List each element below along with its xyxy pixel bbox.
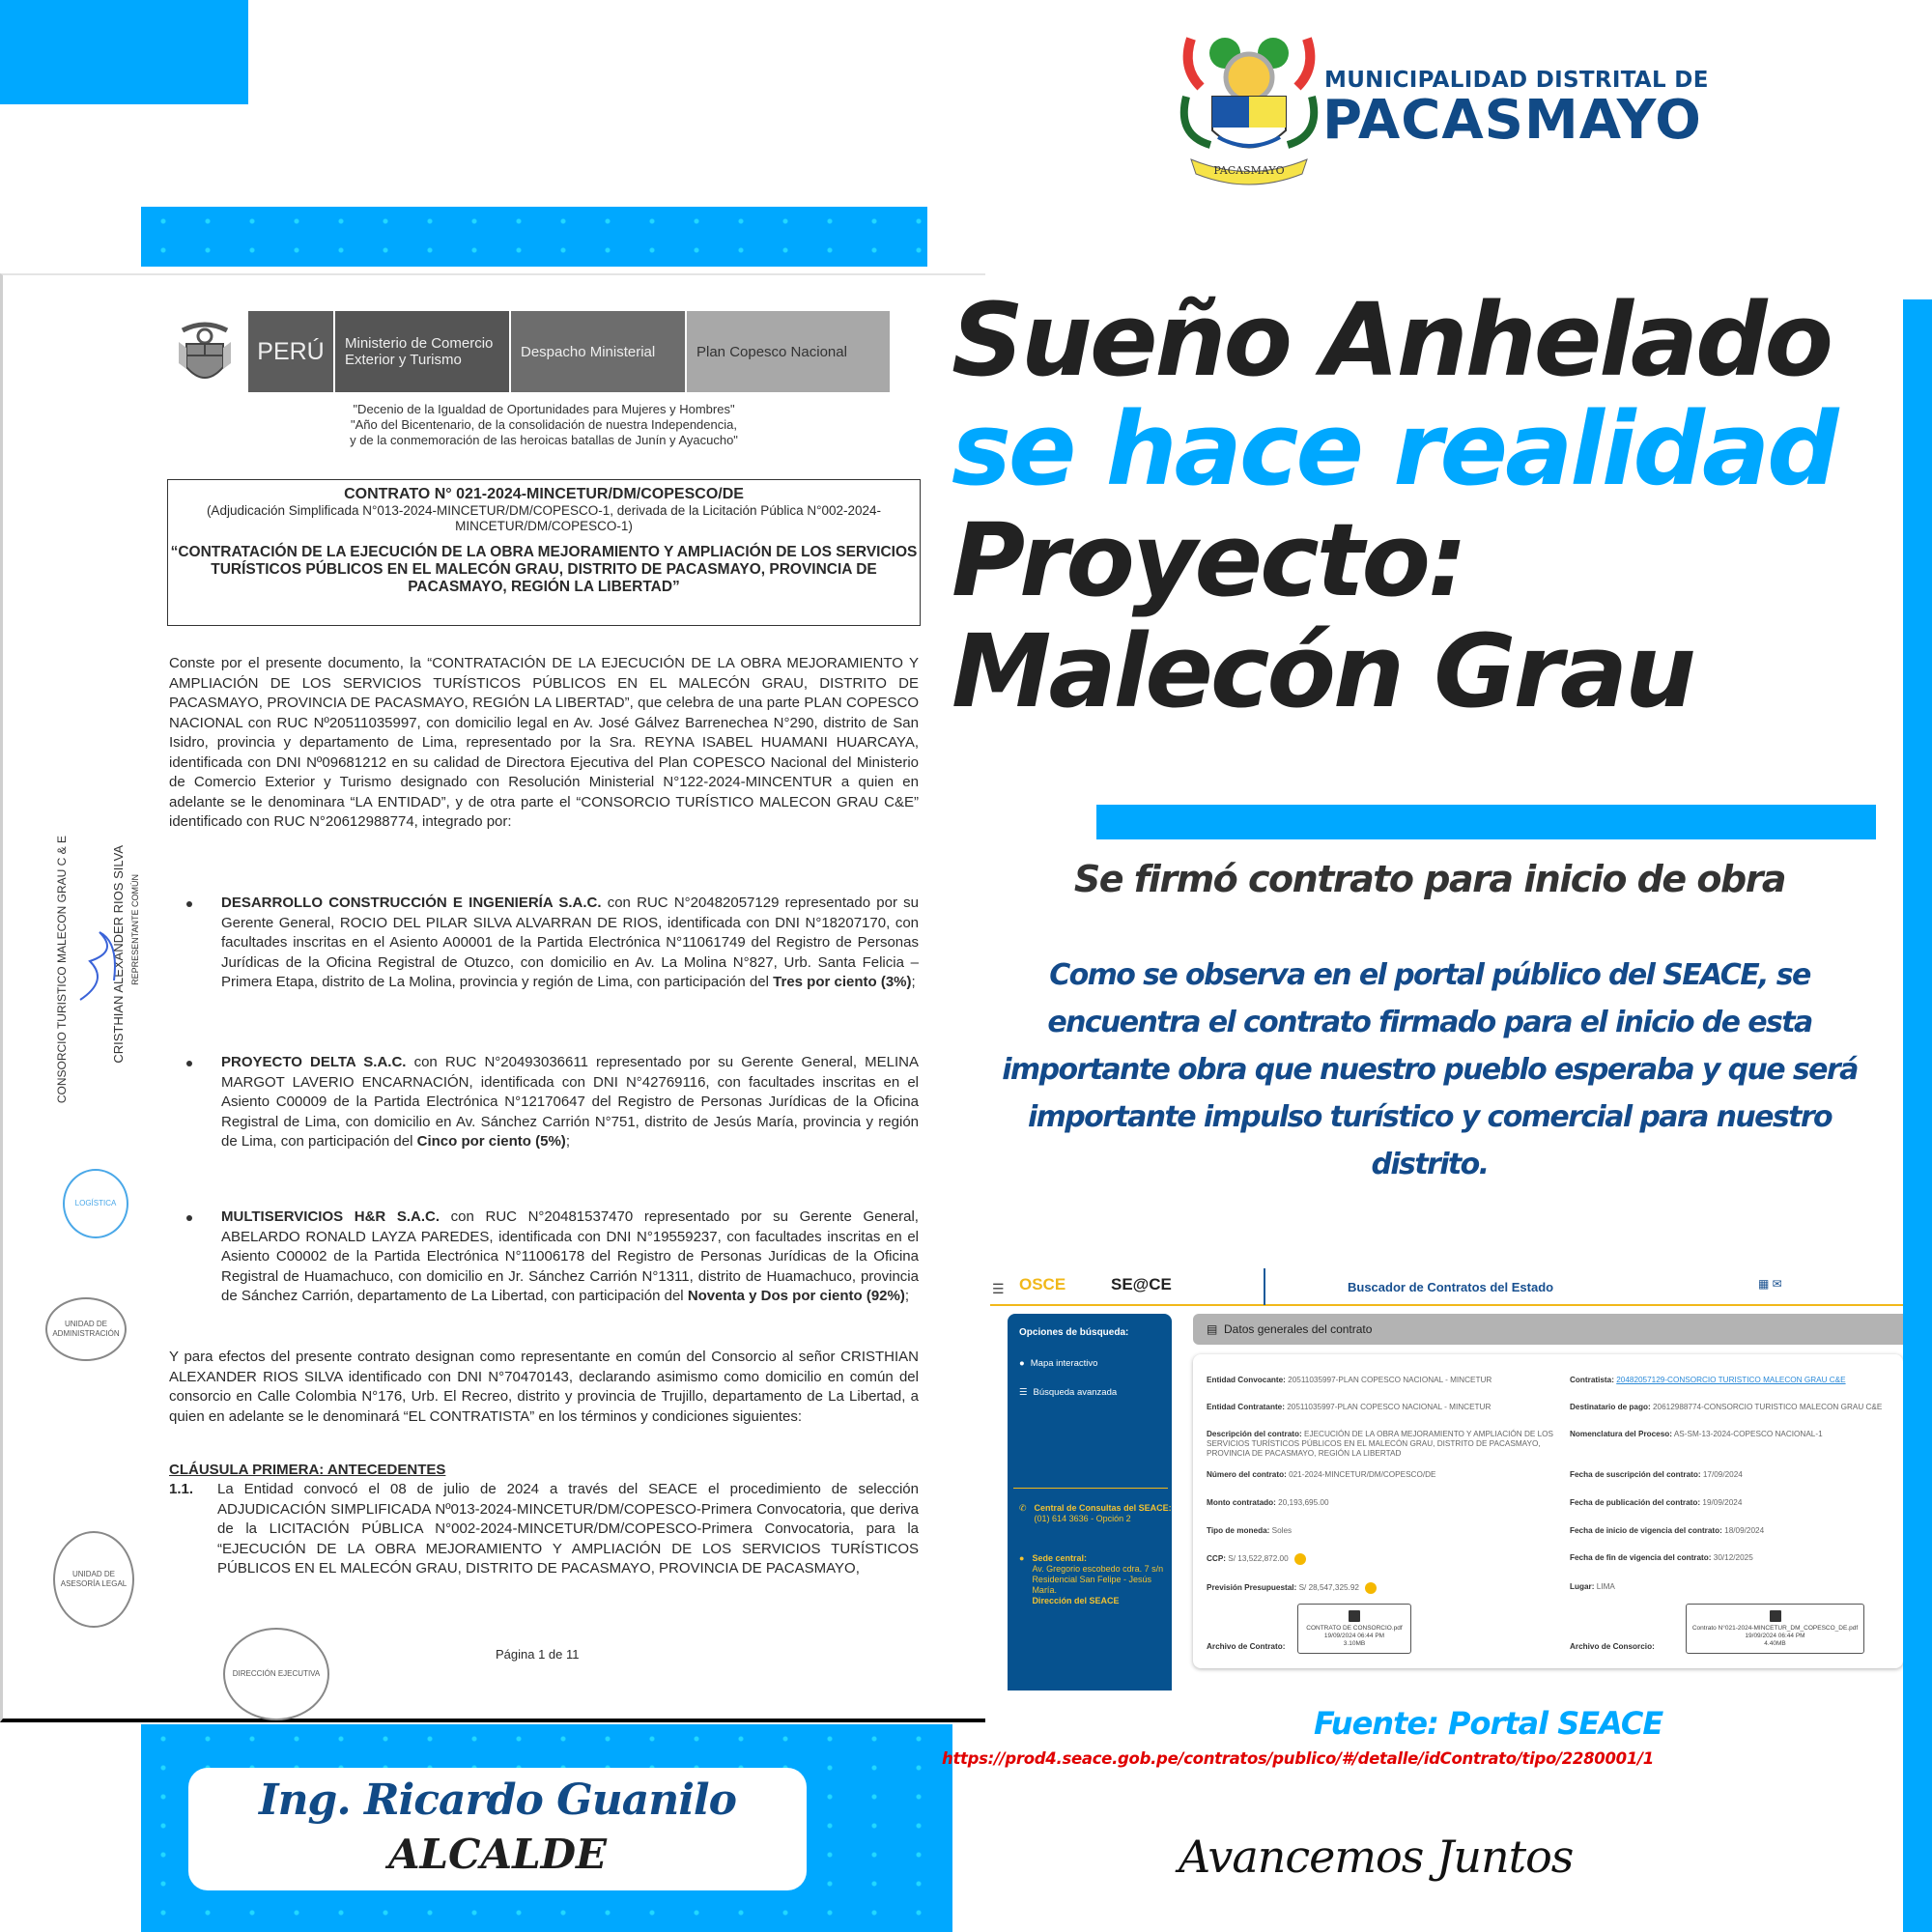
bullet-icon bbox=[186, 901, 192, 907]
contract-data-card bbox=[1193, 1354, 1903, 1668]
filter-list-icon: ☰ bbox=[1019, 1387, 1028, 1398]
seace-sidebar bbox=[1008, 1314, 1172, 1690]
sidebar-item-label: Mapa interactivo bbox=[1030, 1358, 1098, 1369]
clause-1-1 bbox=[169, 1480, 919, 1579]
contratista-link[interactable]: 20482057129-CONSORCIO TURISTICO MALECON GRAU C&E bbox=[1616, 1376, 1846, 1384]
field-fecha-fin: Fecha de fin de vigencia del contrato: 30/12/2025 bbox=[1570, 1553, 1753, 1562]
decorative-dotted-band bbox=[141, 207, 927, 267]
menu-icon[interactable]: ☰ bbox=[992, 1281, 1005, 1296]
file-date: 19/09/2024 06:44 PM bbox=[1745, 1633, 1805, 1639]
field-nomenclatura: Nomenclatura del Proceso: AS-SM-13-2024-COPESCO NACIONAL-1 bbox=[1570, 1430, 1823, 1438]
peru-coat-of-arms-icon bbox=[175, 311, 235, 392]
bullet-icon bbox=[186, 1061, 192, 1066]
seace-main bbox=[1193, 1314, 1903, 1681]
headline-line3: Proyecto: bbox=[952, 501, 1465, 619]
sidebar-heading: Opciones de búsqueda: bbox=[1019, 1327, 1129, 1338]
signature-name: CRISTHIAN ALEXANDER RIOS SILVA bbox=[111, 845, 126, 1064]
hq-address: Av. Gregorio escobedo cdra. 7 s/n Residencial San Felipe - Jesús María. bbox=[1032, 1564, 1164, 1595]
sidebar-item-label: Búsqueda avanzada bbox=[1033, 1387, 1118, 1398]
mayor-name: Ing. Ricardo Guanilo bbox=[258, 1776, 736, 1825]
member-name: MULTISERVICIOS H&R S.A.C. bbox=[221, 1208, 440, 1225]
field-entidad-contratante: Entidad Contratante: 20511035997-PLAN COPESCO NACIONAL - MINCETUR bbox=[1207, 1403, 1492, 1411]
source-url[interactable]: https://prod4.seace.gob.pe/contratos/publico/#/detalle/idContrato/tipo/2280001/1 bbox=[942, 1749, 1654, 1768]
consortium-member: MULTISERVICIOS H&R S.A.C. con RUC N°20481537470 representado por su Gerente General, ABELARDO RONALD LAYZA PAREDES, identificada con DNI N°19559237, con facultades inscritas en el Asiento C00002 de la Partida Electrónica N°11006178 del Registro de Personas Jurídicas de la Oficina Registral de Huamachuco, con domicilio en Jr. Sánchez Carrión N°1311, distrito de Huamachuco, provincia de Sánchez Carrión, departamento de La Libertad, con participación del Noventa y Dos por ciento (92%); bbox=[186, 1208, 919, 1307]
file-date: 19/09/2024 06:44 PM bbox=[1323, 1633, 1385, 1639]
consortium-member: DESARROLLO CONSTRUCCIÓN E INGENIERÍA S.A.C. con RUC N°20482057129 representado por su Gerente General, ROCIO DEL PILAR SILVA ALVARRAN DE RIOS, identificada con DNI N°18207170, con facultades inscritas en el Asiento A00001 de la Partida Electrónica N°11061749 del Registro de Personas Jurídicas de la Oficina Registral de Otuzco, con domicilio en Av. La Molina N°827, Urb. Santa Felicia – Primera Etapa, distrito de La Molina, provincia y región de Lima, con participación del Tres por ciento (3%); bbox=[186, 894, 919, 993]
contract-object: “CONTRATACIÓN DE LA EJECUCIÓN DE LA OBRA MEJORAMIENTO Y AMPLIACIÓN DE LOS SERVICIOS TURÍSTICOS PÚBLICOS EN EL MALECÓN GRAU, DISTRITO DE PACASMAYO, PROVINCIA DE PACASMAYO, REGIÓN LA LIBERTAD” bbox=[170, 544, 918, 595]
info-icon[interactable] bbox=[1294, 1553, 1306, 1565]
municipal-crest-icon bbox=[1172, 29, 1326, 188]
stamp-direccion-ejecutiva bbox=[223, 1628, 329, 1720]
subtitle: Se firmó contrato para inicio de obra bbox=[1073, 858, 1786, 900]
file-consorcio-button[interactable] bbox=[1686, 1604, 1864, 1654]
peru-label: PERÚ bbox=[248, 311, 333, 392]
file-contrato-button[interactable] bbox=[1297, 1604, 1411, 1654]
archivo-consorcio-label: Archivo de Consorcio: bbox=[1570, 1642, 1655, 1651]
member-share: Cinco por ciento (5%) bbox=[416, 1133, 566, 1150]
stamp-administracion bbox=[45, 1297, 127, 1361]
sidebar-item-mapa[interactable] bbox=[1019, 1358, 1097, 1369]
contract-header-box bbox=[167, 479, 921, 626]
quote-line: "Decenio de la Igualdad de Oportunidades para Mujeres y Hombres" bbox=[353, 402, 735, 416]
stamp-text: DIRECCIÓN EJECUTIVA bbox=[232, 1669, 321, 1678]
ministry-label: Ministerio de Comercio Exterior y Turismo bbox=[335, 311, 509, 392]
field-ccp: CCP: S/ 13,522,872.00 bbox=[1207, 1553, 1306, 1565]
card-icon: ▤ bbox=[1207, 1322, 1218, 1336]
seace-topbar bbox=[990, 1265, 1903, 1306]
contract-number: CONTRATO N° 021-2024-MINCETUR/DM/COPESCO/DE bbox=[344, 486, 744, 502]
apps-mail-icon[interactable]: ▦ ✉ bbox=[1758, 1277, 1782, 1291]
signature-consortium: CONSORCIO TURISTICO MALECON GRAU C & E bbox=[55, 836, 69, 1104]
field-descripcion: Descripción del contrato: EJECUCIÓN DE LA OBRA MEJORAMIENTO Y AMPLIACIÓN DE LOS SERVICIOS TURÍSTICOS PÚBLICOS EN EL MALECÓN GRAU, DISTRITO DE PACASMAYO, PROVINCIA DE PACASMAYO, REGIÓN LA LIBERTAD bbox=[1207, 1430, 1553, 1458]
info-icon[interactable] bbox=[1365, 1582, 1377, 1594]
body-text: Como se observa en el portal público del SEACE, se encuentra el contrato firmado para el inicio de esta importante obra que nuestro pueblo esperaba y que será importante impulso turístico y comercial para nuestro distrito. bbox=[1002, 958, 1858, 1181]
member-details: con RUC N°20482057129 representado por su Gerente General, ROCIO DEL PILAR SILVA ALVARRAN DE RIOS, identificada con DNI N°18207170, con facultades inscritas en el Asiento A00001 de la Partida Electrónica N°11061749 del Registro de Personas Jurídicas de la Oficina Registral de Otuzco, con domicilio en Av. La Molina N°827, Urb. Santa Felicia – Primera Etapa, distrito de La Molina, provincia y región de Lima, con participación del bbox=[221, 895, 919, 990]
decorative-blue-square bbox=[0, 0, 248, 104]
member-name: DESARROLLO CONSTRUCCIÓN E INGENIERÍA S.A.C. bbox=[221, 895, 602, 911]
mayor-role: ALCALDE bbox=[387, 1831, 608, 1878]
stamp-logistica bbox=[63, 1169, 128, 1238]
headquarters bbox=[1019, 1553, 1172, 1606]
bullet-icon bbox=[186, 1215, 192, 1221]
member-details: con RUC N°20493036611 representado por su Gerente General, MELINA MARGOT LAVERIO ENCARNACIÓN, identificada con DNI N°42769116, con facultades inscritas en el Asiento C00009 de la Partida Electrónica N°12170647 del Registro de Personas Jurídicas de la Oficina Registral de Lima, con domicilio en Av. Sánchez Carrión N°751, distrito de Jesús María, provincia y región de Lima, con participación del bbox=[221, 1054, 919, 1150]
map-pin-icon: ● bbox=[1019, 1358, 1025, 1369]
pdf-icon bbox=[1770, 1610, 1781, 1622]
location-pin-icon: ● bbox=[1019, 1553, 1025, 1563]
field-contratista: Contratista: 20482057129-CONSORCIO TURISTICO MALECON GRAU C&E bbox=[1570, 1376, 1846, 1384]
member-details: con RUC N°20481537470 representado por su Gerente General, ABELARDO RONALD LAYZA PAREDES, identificada con DNI N°19559237, con facultades inscritas en el Asiento C00002 de la Partida Electrónica N°11006178 del Registro de Personas Jurídicas de la Oficina Registral de Huamachuco, con domicilio en Jr. Sánchez Carrión N°1311, distrito de Huamachuco, provincia de Sánchez Carrión, departamento de La Libertad, con participación del bbox=[221, 1208, 919, 1304]
pdf-icon bbox=[1349, 1610, 1360, 1622]
consortium-member: PROYECTO DELTA S.A.C. con RUC N°20493036611 representado por su Gerente General, MELINA MARGOT LAVERIO ENCARNACIÓN, identificada con DNI N°42769116, con facultades inscritas en el Asiento C00009 de la Partida Electrónica N°12170647 del Registro de Personas Jurídicas de la Oficina Registral de Lima, con domicilio en Av. Sánchez Carrión N°751, distrito de Jesús María, provincia y región de Lima, con participación del Cinco por ciento (5%); bbox=[186, 1053, 919, 1152]
member-share: Tres por ciento (3%) bbox=[773, 974, 912, 990]
clause-number: 1.1. bbox=[169, 1481, 194, 1497]
field-prevision: Previsión Presupuestal: S/ 28,547,325.92 bbox=[1207, 1582, 1377, 1594]
logo-line2: PACASMAYO bbox=[1322, 89, 1702, 152]
stamp-text: UNIDAD DE ADMINISTRACIÓN bbox=[52, 1320, 120, 1338]
signature-role: REPRESENTANTE COMÚN bbox=[130, 874, 140, 985]
archivo-contrato-label: Archivo de Contrato: bbox=[1207, 1642, 1286, 1651]
file-name: Contrato N°021-2024-MINCETUR_DM_COPESCO_DE.pdf bbox=[1691, 1625, 1859, 1632]
headline-line2: se hace realidad bbox=[952, 390, 1836, 508]
field-fecha-publicacion: Fecha de publicación del contrato: 19/09/2024 bbox=[1570, 1498, 1743, 1507]
field-moneda: Tipo de moneda: Soles bbox=[1207, 1526, 1293, 1535]
field-fecha-suscripcion: Fecha de suscripción del contrato: 17/09/2024 bbox=[1570, 1470, 1743, 1479]
contract-document bbox=[0, 273, 985, 1722]
hq-title: Sede central: bbox=[1032, 1553, 1087, 1563]
headline-line4: Malecón Grau bbox=[952, 612, 1694, 730]
clause-title: CLÁUSULA PRIMERA: ANTECEDENTES bbox=[169, 1462, 446, 1478]
mayor-card bbox=[188, 1768, 807, 1890]
sidebar-item-busqueda[interactable] bbox=[1019, 1387, 1117, 1398]
osce-logo bbox=[1019, 1275, 1065, 1294]
office-label: Despacho Ministerial bbox=[511, 311, 685, 392]
side-signature bbox=[51, 836, 157, 1104]
file-size: 3.10MB bbox=[1343, 1640, 1366, 1647]
headline-divider-bar bbox=[1096, 805, 1876, 839]
stamp-text: UNIDAD DE ASESORÍA LEGAL bbox=[60, 1570, 128, 1588]
quote-line: y de la conmemoración de las heroicas batallas de Junín y Ayacucho" bbox=[350, 433, 738, 447]
file-name: CONTRATO DE CONSORCIO.pdf bbox=[1306, 1625, 1403, 1632]
stamp-text: LOGÍSTICA bbox=[74, 1199, 117, 1208]
field-entidad-convocante: Entidad Convocante: 20511035997-PLAN COPESCO NACIONAL - MINCETUR bbox=[1207, 1376, 1492, 1384]
member-share: Noventa y Dos por ciento (92%) bbox=[687, 1288, 905, 1304]
field-lugar: Lugar: LIMA bbox=[1570, 1582, 1615, 1591]
svg-text:PACASMAYO: PACASMAYO bbox=[1213, 164, 1285, 177]
signature-scribble-icon bbox=[71, 923, 128, 1009]
contract-procedure: (Adjudicación Simplificada N°013-2024-MINCETUR/DM/COPESCO-1, derivada de la Licitación Pública N°002-2024-MINCETUR/DM/COPESCO-1) bbox=[206, 503, 882, 533]
header-divider bbox=[1264, 1268, 1265, 1305]
section-title: Datos generales del contrato bbox=[1224, 1322, 1373, 1336]
field-destinatario: Destinatario de pago: 20612988774-CONSORCIO TURISTICO MALECON GRAU C&E bbox=[1570, 1403, 1883, 1411]
member-name: PROYECTO DELTA S.A.C. bbox=[221, 1054, 407, 1070]
seace-logo: SE@CE bbox=[1111, 1275, 1172, 1293]
seace-page-title: Buscador de Contratos del Estado bbox=[1348, 1280, 1554, 1294]
seace-portal-screenshot bbox=[990, 1265, 1903, 1690]
clause-text: La Entidad convocó el 08 de julio de 2024 a través del SEACE el procedimiento de selección ADJUDICACIÓN SIMPLIFICADA Nº013-2024-MINCETUR/DM/COPESCO-Primera Convocatoria, que deriva de la LICITACIÓN PÚBLICA N°002-2024-MINCETUR/DM/COPESCO-Primera Convocatoria, para la “EJECUCIÓN DE LA OBRA MEJORAMIENTO Y AMPLIACIÓN DE LOS SERVICIOS TURÍSTICOS PÚBLICOS EN EL MALECÓN GRAU, DISTRITO DE PACASMAYO, PROVINCIA DE PACASMAYO, bbox=[217, 1481, 919, 1577]
logo-line1: MUNICIPALIDAD DISTRITAL DE bbox=[1324, 68, 1709, 93]
plan-label: Plan Copesco Nacional bbox=[687, 311, 890, 392]
field-monto: Monto contratado: 20,193,695.00 bbox=[1207, 1498, 1329, 1507]
section-header bbox=[1193, 1314, 1903, 1345]
quote-line: "Año del Bicentenario, de la consolidación de nuestra Independencia, bbox=[351, 417, 737, 432]
field-fecha-inicio: Fecha de inicio de vigencia del contrato: 18/09/2024 bbox=[1570, 1526, 1765, 1535]
hq-org: Dirección del SEACE bbox=[1032, 1596, 1120, 1605]
municipality-logo bbox=[1172, 29, 1713, 184]
contact-phone: (01) 614 3636 - Opción 2 bbox=[1034, 1514, 1131, 1523]
slogan: Avancemos Juntos bbox=[1179, 1831, 1574, 1883]
osce-logo-text: OSCE bbox=[1019, 1275, 1066, 1293]
phone-icon: ✆ bbox=[1019, 1503, 1027, 1513]
headline-line1: Sueño Anhelado bbox=[952, 281, 1831, 399]
government-header bbox=[175, 311, 890, 392]
representative-paragraph: Y para efectos del presente contrato designan como representante en común del Consorcio al señor CRISTHIAN ALEXANDER RIOS SILVA identificado con DNI N°70470143, declarando asimismo como domicilio en común del consorcio en Calle Colombia N°176, Urb. El Recreo, distrito y provincia de Trujillo, departamento de La Libertad, a quien en adelante se le denominará “EL CONTRATISTA” en los términos y condiciones siguientes: bbox=[169, 1349, 919, 1425]
decorative-right-bar bbox=[1903, 299, 1932, 1932]
source-title: Fuente: Portal SEACE bbox=[1314, 1705, 1663, 1742]
page-number: Página 1 de 11 bbox=[496, 1647, 580, 1662]
field-numero: Número del contrato: 021-2024-MINCETUR/DM/COPESCO/DE bbox=[1207, 1470, 1436, 1479]
contact-center bbox=[1019, 1503, 1172, 1524]
intro-paragraph: Conste por el presente documento, la “CONTRATACIÓN DE LA EJECUCIÓN DE LA OBRA MEJORAMIENTO Y AMPLIACIÓN DE LOS SERVICIOS TURÍSTICOS PÚBLICOS EN EL MALECÓN GRAU, DISTRITO DE PACASMAYO, PROVINCIA DE PACASMAYO, REGIÓN LA LIBERTAD”, que celebra de una parte PLAN COPESCO NACIONAL con RUC Nº20511035997, con domicilio legal en Av. José Gálvez Barrenechea N°290, distrito de San Isidro, provincia y departamento de Lima, representado por la Sra. REYNA ISABEL HUAMANI HUARCAYA, identificada con DNI Nº09681212 en su calidad de Directora Ejecutiva del Plan COPESCO Nacional del Ministerio de Comercio Exterior y Turismo designado con Resolución Ministerial N°122-2024-MINCENTUR a quien en adelante se le denominara “LA ENTIDAD”, y de otra parte el “CONSORCIO TURÍSTICO MALECON GRAU C&E” identificado con RUC N°20612988774, integrado por: bbox=[169, 655, 919, 830]
contact-title: Central de Consultas del SEACE: bbox=[1034, 1503, 1172, 1513]
file-size: 4.40MB bbox=[1764, 1640, 1786, 1647]
stamp-asesoria-legal bbox=[53, 1531, 134, 1628]
sidebar-divider bbox=[1013, 1488, 1168, 1489]
decade-quotes bbox=[157, 402, 930, 448]
